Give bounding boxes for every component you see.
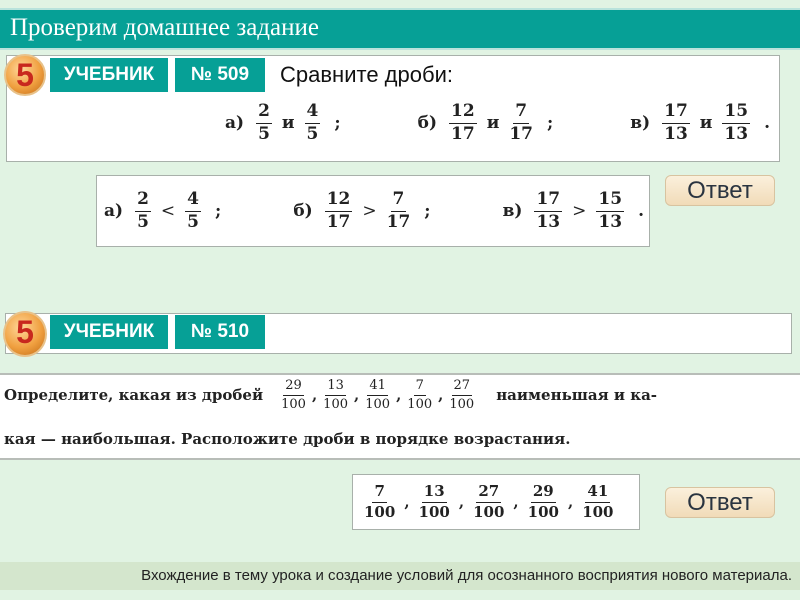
fraction xyxy=(256,100,272,144)
answer-510-items xyxy=(358,477,620,527)
comparison-item xyxy=(502,188,644,232)
statement-line-2: кая — наибольшая. Расположите дроби в порядке возрастания. xyxy=(4,430,571,448)
denominator: 5 xyxy=(137,211,149,232)
fraction xyxy=(365,379,390,411)
numerator: 2 xyxy=(135,191,151,212)
operator: и xyxy=(281,113,295,133)
fraction xyxy=(323,379,348,411)
header-bar xyxy=(0,8,800,50)
numerator: 27 xyxy=(476,484,501,503)
textbook-label: УЧЕБНИК xyxy=(50,315,168,349)
operator: и xyxy=(699,113,713,133)
numerator: 7 xyxy=(513,103,529,124)
fraction xyxy=(281,379,306,411)
operator: и xyxy=(486,113,500,133)
fraction xyxy=(305,100,321,144)
punctuation: ; xyxy=(424,201,431,221)
numerator: 29 xyxy=(283,379,304,396)
fraction xyxy=(722,100,750,144)
item-label: а) xyxy=(104,201,124,221)
numerator: 7 xyxy=(372,484,386,503)
slide-title: Проверим домашнее задание xyxy=(10,14,319,41)
level-badge-icon: 5 xyxy=(3,311,47,357)
numerator: 17 xyxy=(662,103,690,124)
task-509-items xyxy=(225,92,770,154)
denominator: 17 xyxy=(451,123,475,144)
numerator: 41 xyxy=(585,484,610,503)
numerator: 4 xyxy=(185,191,201,212)
punctuation: ; xyxy=(546,113,554,133)
instruction: Сравните дроби: xyxy=(280,62,453,87)
denominator: 13 xyxy=(724,123,749,144)
numerator: 15 xyxy=(722,103,750,124)
punctuation: . xyxy=(764,113,770,133)
fraction xyxy=(534,188,562,232)
denominator: 100 xyxy=(473,502,505,521)
fraction xyxy=(185,188,201,232)
numerator: 15 xyxy=(596,191,624,212)
separator: , xyxy=(396,386,402,405)
item-label: в) xyxy=(630,113,651,133)
denominator: 5 xyxy=(187,211,199,232)
separator: , xyxy=(513,493,519,511)
fraction xyxy=(473,481,505,521)
fraction xyxy=(325,188,353,232)
text-before: Определите, какая из дробей xyxy=(4,386,264,405)
fraction xyxy=(449,379,474,411)
item-label: б) xyxy=(293,201,313,221)
numerator: 41 xyxy=(367,379,388,396)
footer-text: Вхождение в тему урока и создание условий для осознанного восприятия нового материала. xyxy=(141,567,792,584)
footer-bar xyxy=(0,562,800,590)
denominator: 100 xyxy=(582,502,614,521)
level-badge-icon: 5 xyxy=(4,54,46,96)
numerator: 12 xyxy=(325,191,353,212)
item-label: а) xyxy=(225,113,245,133)
operator: < xyxy=(160,201,176,221)
separator: , xyxy=(567,493,574,511)
fraction xyxy=(509,100,533,144)
answer-510-button[interactable]: Ответ xyxy=(665,487,775,518)
denominator: 100 xyxy=(281,396,306,412)
denominator: 5 xyxy=(258,123,270,144)
denominator: 13 xyxy=(536,211,561,232)
item-label: в) xyxy=(502,201,523,221)
punctuation: ; xyxy=(334,113,341,133)
numerator: 7 xyxy=(391,191,407,212)
separator: , xyxy=(354,386,360,405)
numerator: 7 xyxy=(414,379,426,396)
denominator: 100 xyxy=(365,396,391,412)
fraction xyxy=(407,379,432,411)
denominator: 100 xyxy=(364,502,396,521)
fraction xyxy=(527,481,559,521)
operator: > xyxy=(362,201,377,221)
separator: , xyxy=(311,386,318,405)
numerator: 12 xyxy=(449,103,477,124)
denominator: 100 xyxy=(407,396,433,412)
separator: , xyxy=(404,493,410,511)
numerator: 4 xyxy=(305,103,321,124)
denominator: 100 xyxy=(449,396,475,412)
fraction xyxy=(582,481,614,521)
separator: , xyxy=(458,493,465,511)
comparison-item xyxy=(225,100,341,144)
statement-line-1 xyxy=(4,379,657,411)
numerator: 17 xyxy=(534,191,562,212)
fraction xyxy=(662,100,690,144)
punctuation: . xyxy=(638,201,644,221)
task-510-statement xyxy=(0,373,800,460)
denominator: 100 xyxy=(323,396,348,412)
textbook-label: УЧЕБНИК xyxy=(50,58,168,92)
fraction xyxy=(418,481,450,521)
exercise-number: № 509 xyxy=(175,58,265,92)
comparison-item xyxy=(293,188,431,232)
denominator: 17 xyxy=(509,123,533,144)
item-label: б) xyxy=(417,113,438,133)
answer-509-items xyxy=(104,180,644,242)
separator: , xyxy=(438,386,444,405)
fraction xyxy=(364,481,396,521)
denominator: 13 xyxy=(664,123,688,144)
numerator: 13 xyxy=(422,484,447,503)
numerator: 29 xyxy=(531,484,556,503)
answer-509-button[interactable]: Ответ xyxy=(665,175,775,206)
denominator: 13 xyxy=(598,211,623,232)
comparison-item xyxy=(104,188,222,232)
denominator: 17 xyxy=(326,211,351,232)
operator: > xyxy=(572,201,587,221)
punctuation: ; xyxy=(215,201,222,221)
comparison-item xyxy=(417,100,554,144)
fraction xyxy=(449,100,477,144)
exercise-number: № 510 xyxy=(175,315,265,349)
numerator: 13 xyxy=(325,379,346,396)
fraction xyxy=(596,188,624,232)
denominator: 100 xyxy=(527,502,559,521)
denominator: 5 xyxy=(306,123,319,144)
fraction xyxy=(135,188,151,232)
denominator: 100 xyxy=(418,502,450,521)
fraction xyxy=(386,188,411,232)
denominator: 17 xyxy=(386,211,411,232)
numerator: 27 xyxy=(452,379,473,396)
comparison-item xyxy=(630,100,770,144)
numerator: 2 xyxy=(256,103,272,124)
text-after: наименьшая и ка- xyxy=(496,386,658,405)
